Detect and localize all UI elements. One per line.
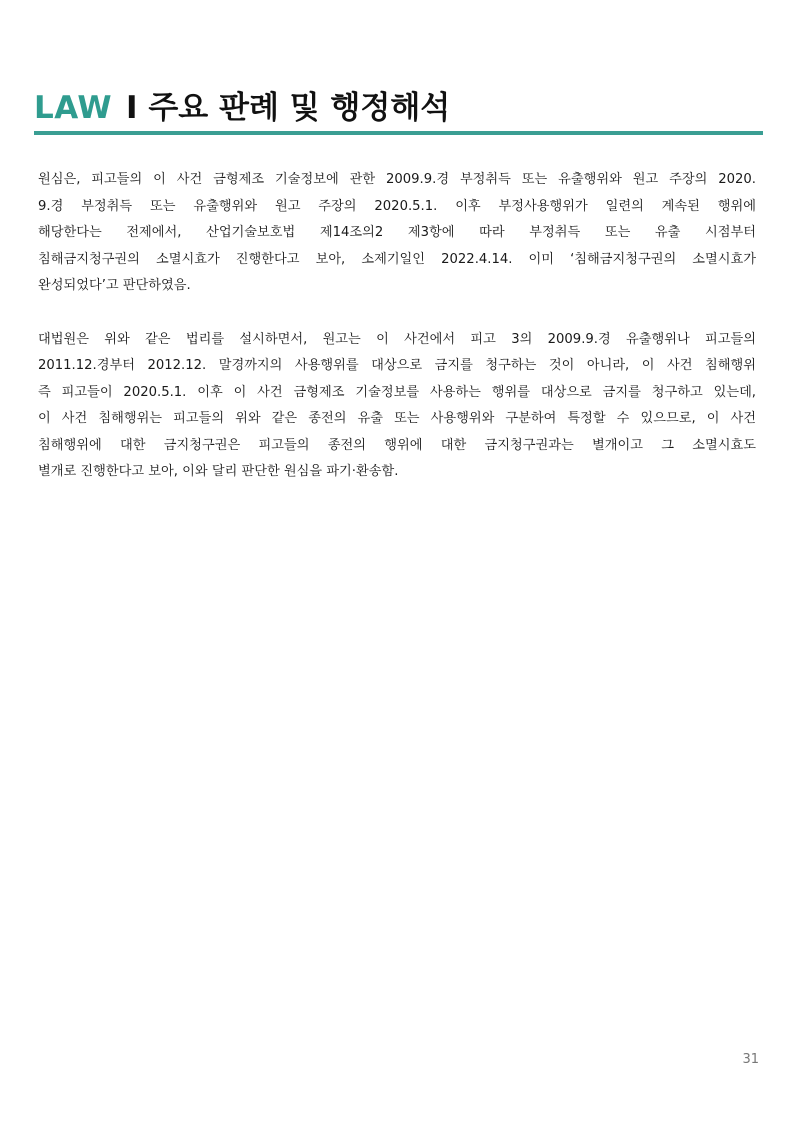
document-body <box>38 167 756 513</box>
text-line: 2011.12.경부터 2012.12. 말경까지의 사용행위를 대상으로 금지를 청구하는 것이 아니라, 이 사건 침해행위 <box>38 358 756 373</box>
text-line: 침해금지청구권의 소멸시효가 진행한다고 보아, 소제기일인 2022.4.14. 이미 ‘침해금지청구권의 소멸시효가 <box>38 251 756 267</box>
text-line: 침해행위에 대한 금지청구권은 피고들의 종전의 행위에 대한 금지청구권과는 별개이고 그 소멸시효도 <box>38 437 756 453</box>
text-line: 즉 피고들이 2020.5.1. 이후 이 사건 금형제조 기술정보를 사용하는 행위를 대상으로 금지를 청구하고 있는데, <box>38 384 756 400</box>
page-number: 31 <box>742 1052 759 1067</box>
text-line: 원심은, 피고들의 이 사건 금형제조 기술정보에 관한 2009.9.경 부정취득 또는 유출행위와 원고 주장의 2020. <box>38 172 756 187</box>
page-title: I 주요 판례 및 행정해석 <box>126 90 451 126</box>
section-label: LAW <box>34 90 113 126</box>
page-header <box>34 86 763 136</box>
text-line: 대법원은 위와 같은 법리를 설시하면서, 원고는 이 사건에서 피고 3의 2009.9.경 유출행위나 피고들의 <box>38 331 756 347</box>
header-divider <box>34 131 763 135</box>
text-line: 별개로 진행한다고 보아, 이와 달리 판단한 원심을 파기·환송함. <box>38 464 399 479</box>
text-line: 완성되었다’고 판단하였음. <box>38 278 191 293</box>
text-line: 9.경 부정취득 또는 유출행위와 원고 주장의 2020.5.1. 이후 부정사용행위가 일련의 계속된 행위에 <box>38 198 756 214</box>
text-line: 해당한다는 전제에서, 산업기술보호법 제14조의2 제3항에 따라 부정취득 또는 유출 시점부터 <box>38 225 756 240</box>
paragraph-supreme-court <box>38 327 756 486</box>
text-line: 이 사건 침해행위는 피고들의 위와 같은 종전의 유출 또는 사용행위와 구분하여 특정할 수 있으므로, 이 사건 <box>38 411 756 426</box>
paragraph-lower-court <box>38 167 756 300</box>
